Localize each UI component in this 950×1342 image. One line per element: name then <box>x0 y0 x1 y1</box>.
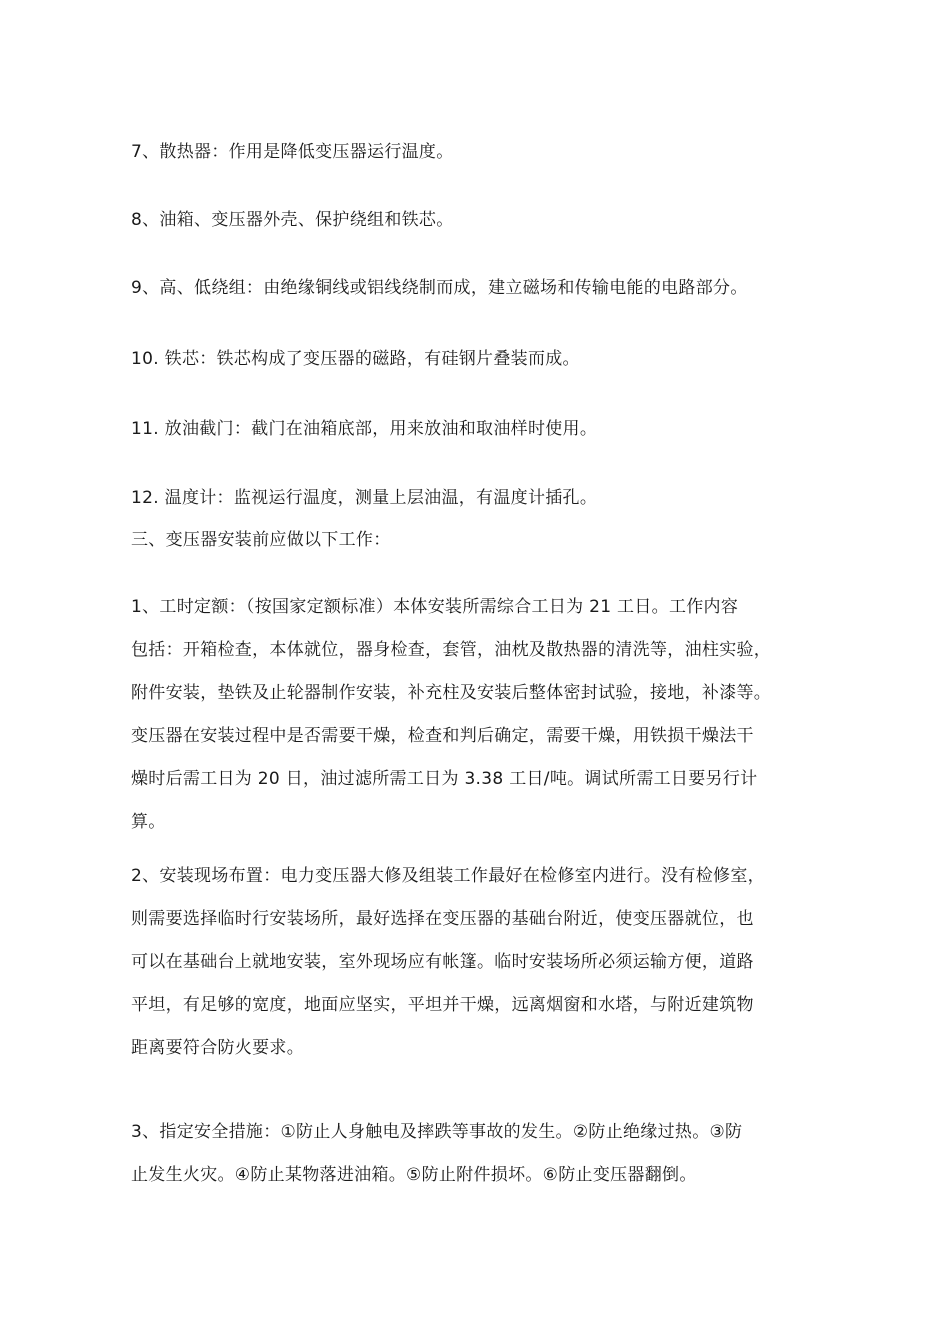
paragraph-line: 则需要选择临时行安装场所，最好选择在变压器的基础台附近，使变压器就位，也 <box>131 909 754 929</box>
list-item-9: 9、高、低绕组：由绝缘铜线或铝线绕制而成，建立磁场和传输电能的电路部分。 <box>131 278 748 298</box>
paragraph-line: 止发生火灾。④防止某物落进油箱。⑤防止附件损坏。⑥防止变压器翻倒。 <box>131 1165 697 1185</box>
paragraph-line: 燥时后需工日为 20 日，油过滤所需工日为 3.38 工日/吨。调试所需工日要另行计 <box>131 769 758 789</box>
list-item-8: 8、油箱、变压器外壳、保护绕组和铁芯。 <box>131 210 454 230</box>
paragraph-site-layout <box>131 855 831 1070</box>
list-item-10: 10. 铁芯：铁芯构成了变压器的磁路，有硅钢片叠装而成。 <box>131 349 580 369</box>
section-heading: 三、变压器安装前应做以下工作： <box>131 530 391 550</box>
paragraph-line: 平坦，有足够的宽度，地面应坚实，平坦并干燥，远离烟窗和水塔，与附近建筑物 <box>131 995 754 1015</box>
list-item-12: 12. 温度计：监视运行温度，测量上层油温，有温度计插孔。 <box>131 488 598 508</box>
paragraph-line: 附件安装，垫铁及止轮器制作安装，补充柱及安装后整体密封试验，接地，补漆等。 <box>131 683 772 703</box>
paragraph-line: 算。 <box>131 812 166 832</box>
paragraph-line: 3、指定安全措施：①防止人身触电及摔跌等事故的发生。②防止绝缘过热。③防 <box>131 1122 743 1142</box>
list-item-7: 7、散热器：作用是降低变压器运行温度。 <box>131 142 454 162</box>
paragraph-line: 变压器在安装过程中是否需要干燥，检查和判后确定，需要干燥，用铁损干燥法干 <box>131 726 754 746</box>
list-item-11: 11. 放油截门：截门在油箱底部，用来放油和取油样时使用。 <box>131 419 598 439</box>
paragraph-line: 距离要符合防火要求。 <box>131 1038 304 1058</box>
paragraph-line: 包括：开箱检查，本体就位，器身检查，套管，油枕及散热器的清洗等，油柱实验， <box>131 640 772 660</box>
paragraph-line: 2、安装现场布置：电力变压器大修及组装工作最好在检修室内进行。没有检修室， <box>131 866 765 886</box>
paragraph-line: 1、工时定额：（按国家定额标准）本体安装所需综合工日为 21 工日。工作内容 <box>131 597 739 617</box>
paragraph-work-hours <box>131 586 831 844</box>
paragraph-safety-measures <box>131 1111 831 1197</box>
paragraph-line: 可以在基础台上就地安装，室外现场应有帐篷。临时安装场所必须运输方便，道路 <box>131 952 754 972</box>
